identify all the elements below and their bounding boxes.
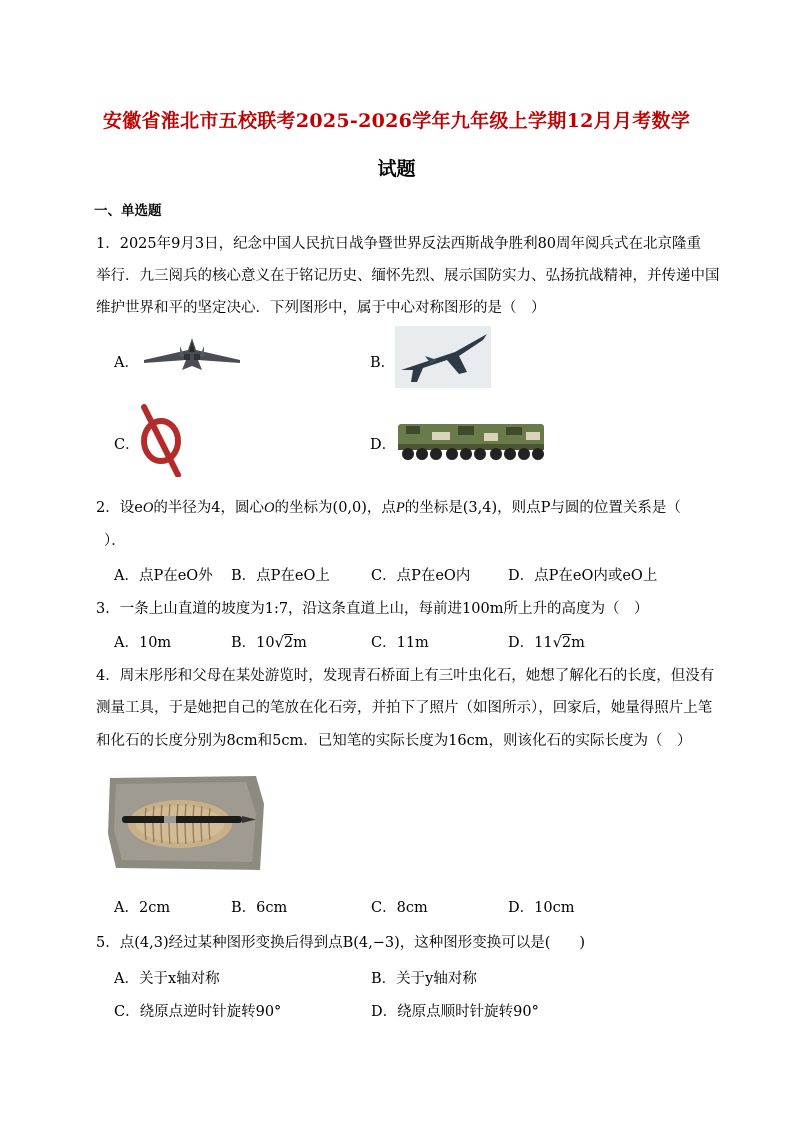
exam-title-line2: 试题 bbox=[377, 158, 416, 180]
section-heading-single-choice: 一、单选题 bbox=[94, 203, 162, 219]
exam-title-line1: 安徽省淮北市五校联考2025-2026学年九年级上学期12月月考数学 bbox=[102, 110, 691, 132]
q1-option-b-label: B． bbox=[370, 355, 396, 371]
q5-option-b: B．关于y轴对称 bbox=[371, 971, 477, 987]
q3-option-b: B．10√2m bbox=[231, 635, 307, 651]
q4-option-c: C．8cm bbox=[371, 900, 428, 916]
trilobite-fossil-with-pen-image bbox=[106, 774, 266, 872]
q3-line1: 3．一条上山直道的坡度为1:7，沿这条直道上山，每前进100m所上升的高度为（ ） bbox=[96, 601, 649, 617]
q4-line1: 4．周末彤彤和父母在某处游览时，发现青石桥面上有三叶虫化石，她想了解化石的长度，但没有 bbox=[96, 668, 715, 684]
q1-line2: 举行．九三阅兵的核心意义在于铭记历史、缅怀先烈、展示国防实力、弘扬抗战精神，并传递中国 bbox=[96, 268, 720, 284]
q1-line3: 维护世界和平的坚定决心．下列图形中，属于中心对称图形的是（ ） bbox=[96, 300, 546, 316]
q5-line1: 5．点(4,3)经过某种图形变换后得到点B(4,−3)，这种图形变换可以是( ) bbox=[96, 935, 586, 951]
q2-option-a: A．点P在eO外 bbox=[114, 568, 213, 584]
q2-option-b: B．点P在eO上 bbox=[231, 568, 330, 584]
q2-option-d: D．点P在eO内或eO上 bbox=[508, 568, 658, 584]
q2-line1: 2．设eO的半径为4，圆心O的坐标为(0,0)，点P的坐标是(3,4)，则点P与圆的位置关系是（ bbox=[96, 500, 681, 516]
fighter-jet-side-image bbox=[395, 326, 491, 388]
q2-option-c: C．点P在eO内 bbox=[371, 568, 471, 584]
q2-line2: ）． bbox=[104, 533, 126, 549]
q4-line2: 测量工具，于是她把自己的笔放在化石旁，并拍下了照片（如图所示），回家后，她量得照片上笔 bbox=[96, 700, 713, 716]
q3-option-a: A．10m bbox=[114, 635, 172, 651]
q1-option-c-label: C． bbox=[114, 437, 140, 453]
q5-option-d: D．绕原点顺时针旋转90° bbox=[371, 1004, 539, 1020]
q5-option-a: A．关于x轴对称 bbox=[114, 971, 220, 987]
q1-line1: 1．2025年9月3日，纪念中国人民抗日战争暨世界反法西斯战争胜利80周年阅兵式在北京隆重 bbox=[96, 236, 702, 252]
q4-option-b: B．6cm bbox=[231, 900, 288, 916]
sqrt-symbol: √ bbox=[552, 635, 562, 651]
circle-slash-symbol-image bbox=[138, 403, 184, 477]
missile-launcher-vehicle-image bbox=[396, 418, 548, 462]
q1-option-d-label: D． bbox=[370, 437, 397, 453]
q4-option-a: A．2cm bbox=[114, 900, 171, 916]
sqrt-symbol: √ bbox=[274, 635, 284, 651]
q4-line3: 和化石的长度分别为8cm和5cm．已知笔的实际长度为16cm，则该化石的实际长度为（ ） bbox=[96, 733, 692, 749]
fighter-jet-front-image bbox=[140, 336, 244, 374]
q3-option-d: D．11√2m bbox=[508, 635, 585, 651]
q1-option-a-label: A． bbox=[114, 355, 139, 371]
q5-option-c: C．绕原点逆时针旋转90° bbox=[114, 1004, 282, 1020]
q4-option-d: D．10cm bbox=[508, 900, 575, 916]
q3-option-c: C．11m bbox=[371, 635, 429, 651]
